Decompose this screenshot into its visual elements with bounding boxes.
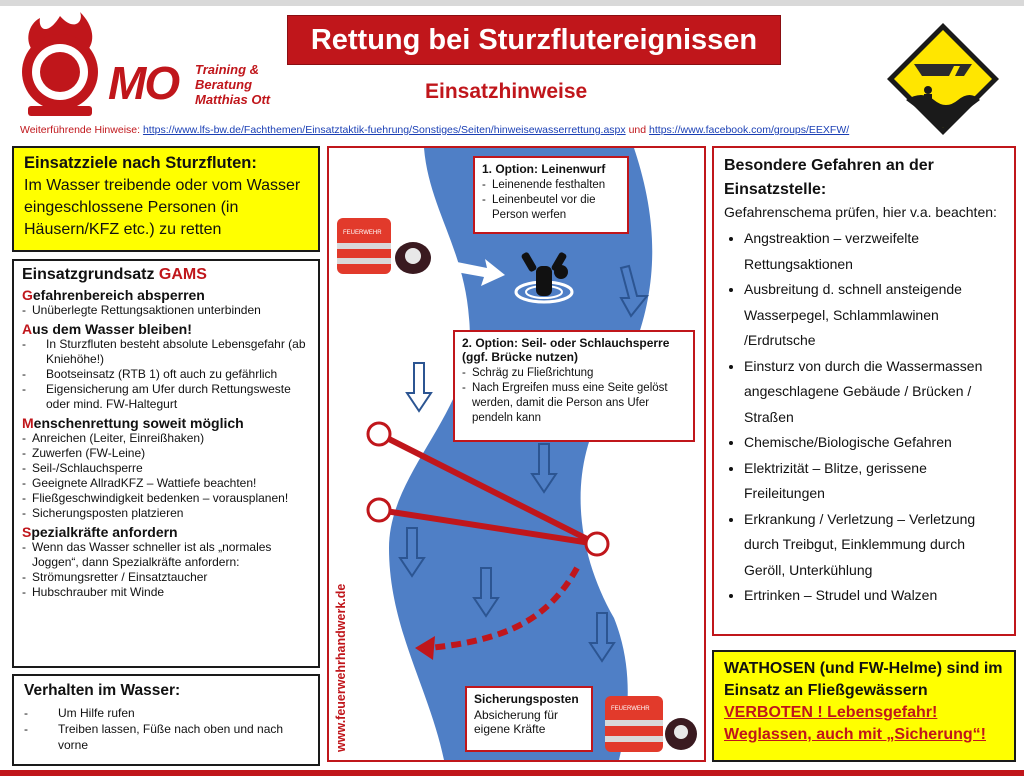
link-lfs-bw[interactable]: https://www.lfs-bw.de/Fachthemen/Einsatztaktik-fuehrung/Sonstiges/Seiten/hinweisewasserrettung.aspx: [142, 124, 626, 136]
river-drawing: [329, 148, 704, 760]
gams-section-s: [22, 524, 310, 540]
list-item: • Ausbreitung d. schnell ansteigende Wasserpegel, Schlammlawinen /Erdrutsche: [744, 277, 1004, 354]
anchor-point-right: [586, 533, 608, 555]
river-illustration: [327, 146, 706, 762]
brand-line1: Training &: [195, 62, 260, 77]
list-item: - Hubschrauber mit Winde: [22, 585, 310, 600]
wathosen-red2: Weglassen, auch mit „Sicherung“!: [724, 726, 986, 743]
brand-text: [195, 62, 270, 107]
gams-g-list: [22, 303, 310, 318]
list-item: • Erkrankung / Verletzung – Verletzung durch Treibgut, Einklemmung durch Geröll, Unterkühlung: [744, 507, 1004, 584]
gams-a-list: [22, 337, 310, 412]
gams-heading: [22, 266, 310, 284]
gams-cap-g: G: [22, 287, 33, 303]
list-item: - In Sturzfluten besteht absolute Lebensgefahr (ab Kniehöhe!): [22, 337, 310, 367]
rescue-vest-icon: [337, 218, 431, 274]
gams-sec4-title: pezialkräfte anfordern: [31, 524, 178, 540]
wathosen-text: WATHOSEN (und FW-Helme) sind im Einsatz an Fließgewässern: [724, 660, 1003, 699]
anchor-point-left-bottom: [368, 499, 390, 521]
gams-sec2-title: us dem Wasser bleiben!: [32, 321, 192, 337]
anchor-point-left-top: [368, 423, 390, 445]
option2-box: [453, 330, 695, 442]
gams-m-list: [22, 431, 310, 521]
list-item: • Elektrizität – Blitze, gerissene Freileitungen: [744, 456, 1004, 507]
vest-label-top: FEUERWEHR: [343, 230, 382, 236]
list-item: - Strömungsretter / Einsatztaucher: [22, 570, 310, 585]
option2-heading: 2. Option: Seil- oder Schlauchsperre (ggf. Brücke nutzen): [462, 336, 670, 364]
links-prefix: Weiterführende Hinweise:: [20, 124, 141, 136]
list-item: - Sicherungsposten platzieren: [22, 506, 310, 521]
page-subtitle: Einsatzhinweise: [425, 80, 588, 103]
website-vertical-text: www.feuerwehrhandwerk.de: [334, 583, 348, 752]
option1-heading: 1. Option: Leinenwurf: [482, 162, 606, 176]
link-facebook-group[interactable]: https://www.facebook.com/groups/EEXFW/: [649, 124, 850, 136]
list-item: - Fließgeschwindigkeit bedenken – vorausplanen!: [22, 491, 310, 506]
links-and: und: [628, 124, 647, 136]
vest-label-bottom: FEUERWEHR: [611, 706, 650, 712]
verhalten-heading: Verhalten im Wasser:: [24, 682, 181, 699]
list-item: • Angstreaktion – verzweifelte Rettungsaktionen: [744, 226, 1004, 277]
gams-section-m: [22, 415, 310, 431]
gams-s-list: [22, 540, 310, 600]
list-item: - Schräg zu Fließrichtung: [462, 366, 686, 381]
gams-heading-red: GAMS: [158, 266, 207, 283]
einsatzziele-box: [12, 146, 320, 252]
einsatzziele-heading: Einsatzziele nach Sturzfluten:: [24, 154, 257, 172]
list-item: - Nach Ergreifen muss eine Seite gelöst werden, damit die Person ans Ufer pendeln kann: [462, 381, 686, 426]
gams-box: [12, 259, 320, 668]
feuerwehrhandwerk-logo: [14, 12, 106, 118]
verhalten-box: [12, 674, 320, 766]
einsatzziele-text: Im Wasser treibende oder vom Wasser eingeschlossene Personen (in Häusern/KFZ etc.) zu retten: [24, 177, 301, 238]
list-item: - Geeignete AllradKFZ – Wattiefe beachten!: [22, 476, 310, 491]
gefahren-list: [724, 226, 1004, 609]
sicherungsposten-heading: Sicherungsposten: [474, 692, 579, 706]
list-item: • Einsturz von durch die Wassermassen angeschlagene Gebäude / Brücken / Straßen: [744, 354, 1004, 431]
gams-heading-text: Einsatzgrundsatz: [22, 266, 155, 283]
gams-cap-a: A: [22, 321, 33, 337]
gefahren-box: [712, 146, 1016, 636]
list-item: - Eigensicherung am Ufer durch Rettungsweste oder mind. FW-Haltegurt: [22, 382, 310, 412]
gams-section-g: [22, 287, 310, 303]
sicherungsposten-text: Absicherung für eigene Kräfte: [474, 708, 559, 736]
gams-section-a: [22, 321, 310, 337]
top-border: [0, 0, 1024, 6]
list-item: - Treiben lassen, Füße nach oben und nach vorne: [24, 721, 308, 753]
brand-mo: MO: [108, 57, 179, 109]
rescue-vest-bottom-icon: [605, 696, 697, 752]
page-title: Rettung bei Sturzflutereignissen: [287, 15, 781, 65]
brand-line3: Matthias Ott: [195, 92, 271, 107]
gefahren-heading: Besondere Gefahren an der Einsatzstelle:: [724, 157, 934, 198]
sicherungsposten-box: [465, 686, 593, 752]
list-item: - Zuwerfen (FW-Leine): [22, 446, 310, 461]
gams-cap-m: M: [22, 415, 34, 431]
wathosen-red1: VERBOTEN ! Lebensgefahr!: [724, 704, 938, 721]
wathosen-warning-box: [712, 650, 1016, 762]
list-item: - Um Hilfe rufen: [24, 705, 308, 721]
option2-list: [462, 366, 686, 426]
links-line: [20, 124, 849, 136]
list-item: - Unüberlegte Rettungsaktionen unterbinden: [22, 303, 310, 318]
gefahren-text: Gefahrenschema prüfen, hier v.a. beachten:: [724, 204, 997, 220]
gams-cap-s: S: [22, 524, 32, 540]
list-item: - Anreichen (Leiter, Einreißhaken): [22, 431, 310, 446]
list-item: • Chemische/Biologische Gefahren: [744, 430, 1004, 456]
list-item: - Wenn das Wasser schneller ist als „normales Joggen“, dann Spezialkräfte anfordern:: [22, 540, 310, 570]
list-item: - Leinenbeutel vor die Person werfen: [482, 193, 620, 223]
brand-line2: Beratung: [195, 77, 253, 92]
verhalten-list: [24, 705, 308, 753]
list-item: - Seil-/Schlauchsperre: [22, 461, 310, 476]
list-item: - Bootseinsatz (RTB 1) oft auch zu gefährlich: [22, 367, 310, 382]
gams-sec1-title: efahrenbereich absperren: [32, 287, 205, 303]
option1-list: [482, 178, 620, 223]
option1-box: [473, 156, 629, 234]
list-item: - Leinenende festhalten: [482, 178, 620, 193]
gams-sec3-title: enschenrettung soweit möglich: [33, 415, 244, 431]
bottom-border: [0, 770, 1024, 776]
list-item: • Ertrinken – Strudel und Walzen: [744, 583, 1004, 609]
flood-warning-sign-icon: [884, 20, 1002, 138]
